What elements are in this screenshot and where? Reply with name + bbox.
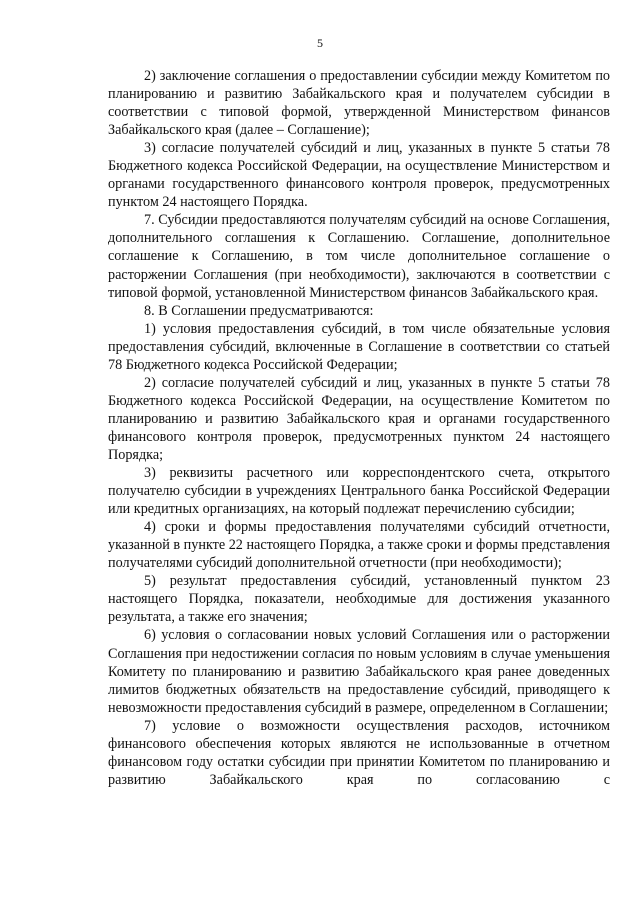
paragraph-item-7-expenses: 7) условие о возможности осуществления расходов, источником финансового обеспечения которых являются не использованные в отчетном финансовом году остатки субсидии при принятии Комитетом по планированию и развитию Забайкальского края по согласованию с — [108, 717, 610, 788]
paragraph-item-3-bank-details: 3) реквизиты расчетного или корреспондентского счета, открытого получателю субсидии в учреждениях Центрального банка Российской Федерации или кредитных организациях, на который подлежат перечислению субсидии; — [108, 465, 610, 518]
paragraph-item-5-result: 5) результат предоставления субсидий, установленный пунктом 23 настоящего Порядка, показатели, необходимые для достижения указанного результата, а также его значения; — [108, 573, 610, 626]
paragraph-consent-inspections-ministry: 3) согласие получателей субсидий и лиц, указанных в пункте 5 статьи 78 Бюджетного кодекса Российской Федерации, на осуществление Министерством и органами государственного финансового контроля проверок, предусмотренных пунктом 24 настоящего Порядка. — [108, 140, 610, 211]
paragraph-item-1-conditions: 1) условия предоставления субсидий, в том числе обязательные условия предоставления субсидий, включенные в Соглашение в соответствии со статьей 78 Бюджетного кодекса Российской Федерации; — [108, 320, 610, 373]
paragraph-clause-8: 8. В Соглашении предусматриваются: — [144, 302, 374, 319]
document-body — [108, 67, 610, 789]
paragraph-item-2-consent: 2) согласие получателей субсидий и лиц, указанных в пункте 5 статьи 78 Бюджетного кодекса Российской Федерации, на осуществление Комитетом по планированию и развитию Забайкальского края и органами государственного финансового контроля проверок, предусмотренных пунктом 24 настоящего Порядка; — [108, 374, 610, 463]
paragraph-conclusion-agreement: 2) заключение соглашения о предоставлении субсидии между Комитетом по планированию и развитию Забайкальского края и получателем субсидии в соответствии с типовой формой, утвержденной Министерством финансов Забайкальского края (далее – Соглашение); — [108, 68, 610, 139]
paragraph-item-6-new-conditions: 6) условия о согласовании новых условий Соглашения или о расторжении Соглашения при недостижении согласия по новым условиям в случае уменьшения Комитету по планированию и развитию Забайкальского края ранее доведенных лимитов бюджетных обязательств на предоставление субсидий, приводящего к невозможности предоставления субсидий в размере, определенном в Соглашении; — [108, 627, 610, 716]
paragraph-clause-7: 7. Субсидии предоставляются получателям субсидий на основе Соглашения, дополнительного соглашения к Соглашению. Соглашение, дополнительное соглашение к Соглашению, в том числе дополнительное соглашение о расторжении Соглашения (при необходимости), заключаются в соответствии с типовой формой, установленной Министерством финансов Забайкальского края. — [108, 212, 610, 301]
paragraph-item-4-reporting: 4) сроки и формы предоставления получателями субсидий отчетности, указанной в пункте 22 настоящего Порядка, а также сроки и формы представления получателями субсидий дополнительной отчетности (при необходимости); — [108, 519, 610, 572]
page-number: 5 — [317, 36, 323, 50]
